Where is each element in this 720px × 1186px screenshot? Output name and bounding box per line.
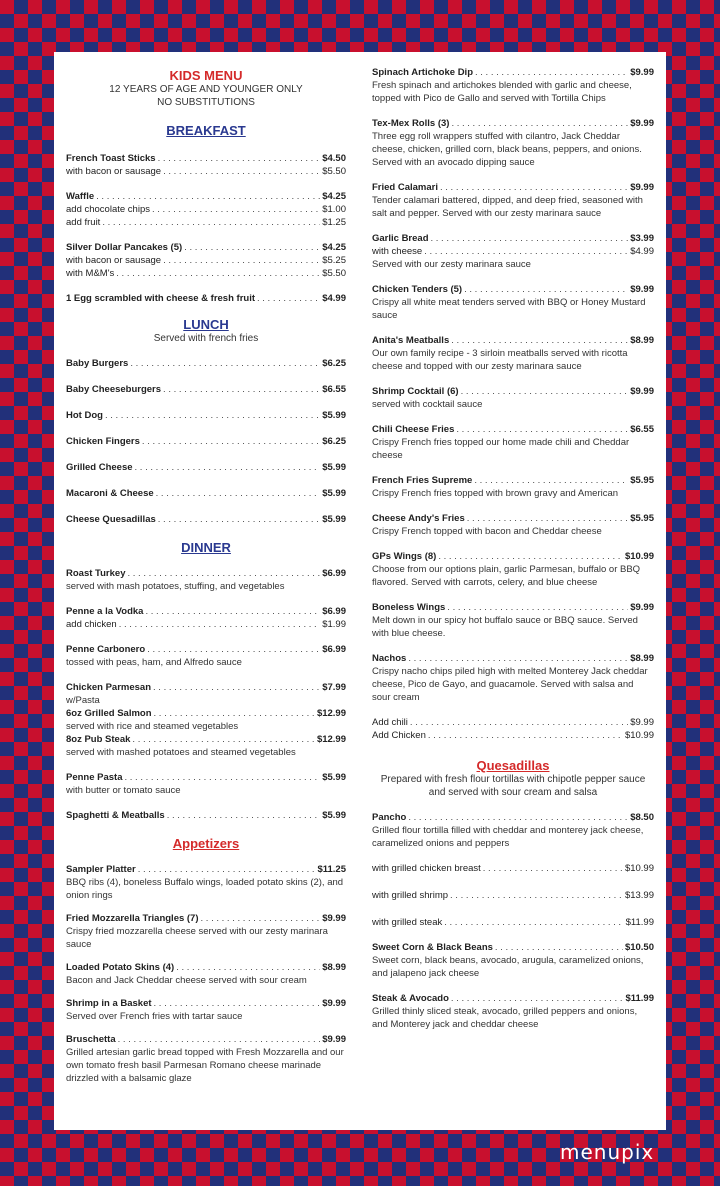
menu-item-desc: Crispy all white meat tenders served with BBQ or Honey Mustard sauce — [372, 297, 646, 321]
menu-item: Chili Cheese Fries . . . $6.55 — [372, 423, 654, 436]
menu-item: Spinach Artichoke Dip . . . $9.99 — [372, 66, 654, 79]
menu-item: Pancho . . . $8.50 — [372, 811, 654, 824]
menu-item: Loaded Potato Skins (4) . . . $8.99 — [66, 961, 346, 974]
menu-item: French Fries Supreme . . . $5.95 — [372, 474, 654, 487]
menu-item: Cheese Andy's Fries . . . $5.95 — [372, 512, 654, 525]
menu-item: Baby Burgers . . . $6.25 — [66, 357, 346, 370]
menu-item: Shrimp in a Basket . . . $9.99 — [66, 997, 346, 1010]
menu-item: GPs Wings (8) . . . $10.99 — [372, 550, 654, 563]
menu-item: Spaghetti & Meatballs . . . $5.99 — [66, 809, 346, 822]
menu-item-desc: Fresh spinach and artichokes blended with garlic and cheese, topped with Pico de Gallo and served with Tortilla Chips — [372, 80, 632, 104]
menu-item-desc: served with rice and steamed vegetables — [66, 721, 239, 732]
menu-item-desc: served with mash potatoes, stuffing, and vegetables — [66, 581, 285, 592]
menu-item-desc: BBQ ribs (4), boneless Buffalo wings, loaded potato skins (2), and onion rings — [66, 877, 344, 901]
menu-item: Tex-Mex Rolls (3) . . . $9.99 — [372, 117, 654, 130]
menu-item-desc: tossed with peas, ham, and Alfredo sauce — [66, 657, 242, 668]
menu-item: Roast Turkey . . . $6.99 — [66, 567, 346, 580]
quesadillas-note: Prepared with fresh flour tortillas with chipotle pepper sauce and served with sour cream and salsa — [380, 774, 646, 798]
menu-item: Cheese Quesadillas . . . $5.99 — [66, 513, 346, 526]
menu-item: Silver Dollar Pancakes (5) . . . $4.25 — [66, 241, 346, 254]
menu-item-desc: Tender calamari battered, dipped, and deep fried, seasoned with salt and pepper. Served with our zesty marinara sauce — [372, 195, 643, 219]
menu-item: Chicken Tenders (5) . . . $9.99 — [372, 283, 654, 296]
dinner-title: DINNER — [181, 540, 231, 555]
menu-item: Sampler Platter . . . $11.25 — [66, 863, 346, 876]
menu-item-desc: Grilled flour tortilla filled with cheddar and monterey jack cheese, caramelized onions and peppers — [372, 825, 644, 849]
right-column — [372, 62, 654, 1031]
menu-item-desc: Served with our zesty marinara sauce — [372, 259, 531, 270]
menu-item-desc: Served over French fries with tartar sauce — [66, 1011, 243, 1022]
menu-item: Macaroni & Cheese . . . $5.99 — [66, 487, 346, 500]
menu-item-desc: served with cocktail sauce — [372, 399, 483, 410]
menu-item-desc: Crispy fried mozzarella cheese served with our zesty marinara sauce — [66, 926, 328, 950]
menu-item: Boneless Wings . . . $9.99 — [372, 601, 654, 614]
menu-item-desc: Grilled artesian garlic bread topped with Fresh Mozzarella and our own tomato fresh basil Parmesan Romano cheese marinade drizzled with a balsamic glaze — [66, 1047, 344, 1084]
menu-item: 6oz Grilled Salmon . . . $12.99 — [66, 707, 346, 720]
menu-item: 8oz Pub Steak . . . $12.99 — [66, 733, 346, 746]
menu-item-desc: Melt down in our spicy hot buffalo sauce or BBQ sauce. Served with blue cheese. — [372, 615, 638, 639]
menu-item-addon: add fruit . . . $1.25 — [66, 216, 346, 229]
menu-item-desc: w/Pasta — [66, 695, 100, 706]
menu-item-desc: Crispy French topped with bacon and Cheddar cheese — [372, 526, 602, 537]
kids-menu-title: KIDS MENU — [169, 68, 243, 83]
menu-item-desc: Our own family recipe - 3 sirloin meatballs served with ricotta cheese and topped with our zesty marinara sauce — [372, 348, 628, 372]
menu-item: 1 Egg scrambled with cheese & fresh fruit . . . $4.99 — [66, 292, 346, 305]
left-column — [66, 62, 346, 1085]
quesadillas-title: Quesadillas — [476, 758, 550, 773]
menu-item: Chicken Fingers . . . $6.25 — [66, 435, 346, 448]
lunch-note: Served with french fries — [153, 333, 259, 344]
menu-item: Fried Mozzarella Triangles (7) . . . $9.99 — [66, 912, 346, 925]
menu-item-desc: Grilled thinly sliced steak, avocado, grilled peppers and onions, and Monterey jack and cheddar cheese — [372, 1006, 638, 1030]
menu-item-addon: with bacon or sausage . . . $5.50 — [66, 165, 346, 178]
menu-item: Steak & Avocado . . . $11.99 — [372, 992, 654, 1005]
menu-item-addon: with grilled chicken breast . . . $10.99 — [372, 862, 654, 875]
menu-item: Penne Carbonero . . . $6.99 — [66, 643, 346, 656]
menupix-watermark: menupix — [560, 1140, 655, 1164]
menu-item-desc: Crispy nacho chips piled high with melted Monterey Jack cheddar cheese, Pico de Gayo, and guacamole. Served with salsa and sour cream — [372, 666, 648, 703]
menu-item: Waffle . . . $4.25 — [66, 190, 346, 203]
menu-item-desc: Sweet corn, black beans, avocado, arugula, caramelized onions, and jalapeno jack cheese — [372, 955, 644, 979]
breakfast-title: BREAKFAST — [166, 123, 246, 138]
menu-item-desc: Crispy French fries topped with brown gravy and American — [372, 488, 619, 499]
menu-item: Garlic Bread . . . $3.99 — [372, 232, 654, 245]
menu-item: Chicken Parmesan . . . $7.99 — [66, 681, 346, 694]
menu-item: Anita's Meatballs . . . $8.99 — [372, 334, 654, 347]
menu-item-desc: Bacon and Jack Cheddar cheese served with sour cream — [66, 975, 307, 986]
menu-item: Shrimp Cocktail (6) . . . $9.99 — [372, 385, 654, 398]
menu-item-addon: with grilled shrimp . . . $13.99 — [372, 889, 654, 902]
menu-item: Penne Pasta . . . $5.99 — [66, 771, 346, 784]
menu-item: Grilled Cheese . . . $5.99 — [66, 461, 346, 474]
menu-item-desc: Crispy French fries topped our home made chili and Cheddar cheese — [372, 437, 630, 461]
menu-item: Sweet Corn & Black Beans . . . $10.50 — [372, 941, 654, 954]
menu-item-desc: Choose from our options plain, garlic Parmesan, buffalo or BBQ flavored. Served with carrots, celery, and blue cheese — [372, 564, 641, 588]
menu-item-addon: add chocolate chips . . . $1.00 — [66, 203, 346, 216]
menu-item-addon: add chicken . . . $1.99 — [66, 618, 346, 631]
menu-item-addon: with M&M's . . . $5.50 — [66, 267, 346, 280]
menu-sheet — [54, 52, 666, 1130]
menu-item: Fried Calamari . . . $9.99 — [372, 181, 654, 194]
menu-item-addon: with grilled steak . . . $11.99 — [372, 916, 654, 929]
menu-item: Bruschetta . . . $9.99 — [66, 1033, 346, 1046]
menu-item: Penne a la Vodka . . . $6.99 — [66, 605, 346, 618]
lunch-title: LUNCH — [183, 317, 229, 332]
menu-item-addon: Add chili . . . $9.99 — [372, 716, 654, 729]
menu-item: Nachos . . . $8.99 — [372, 652, 654, 665]
menu-item-addon: with bacon or sausage . . . $5.25 — [66, 254, 346, 267]
appetizers-title: Appetizers — [172, 836, 240, 851]
menu-item-desc: Three egg roll wrappers stuffed with cilantro, Jack Cheddar cheese, chicken, grilled corn, black beans, peppers, and onions. Served with an avocado dipping sauce — [372, 131, 642, 168]
menu-item: Hot Dog . . . $5.99 — [66, 409, 346, 422]
menu-item: French Toast Sticks . . . $4.50 — [66, 152, 346, 165]
age-note: 12 YEARS OF AGE AND YOUNGER ONLY — [109, 84, 303, 95]
menu-item: Baby Cheeseburgers . . . $6.55 — [66, 383, 346, 396]
menu-item-addon: Add Chicken . . . $10.99 — [372, 729, 654, 742]
menu-item-desc: served with mashed potatoes and steamed vegetables — [66, 747, 296, 758]
menu-item-addon: with cheese . . . $4.99 — [372, 245, 654, 258]
menu-item-desc: with butter or tomato sauce — [66, 785, 181, 796]
substitution-note: NO SUBSTITUTIONS — [157, 97, 255, 108]
